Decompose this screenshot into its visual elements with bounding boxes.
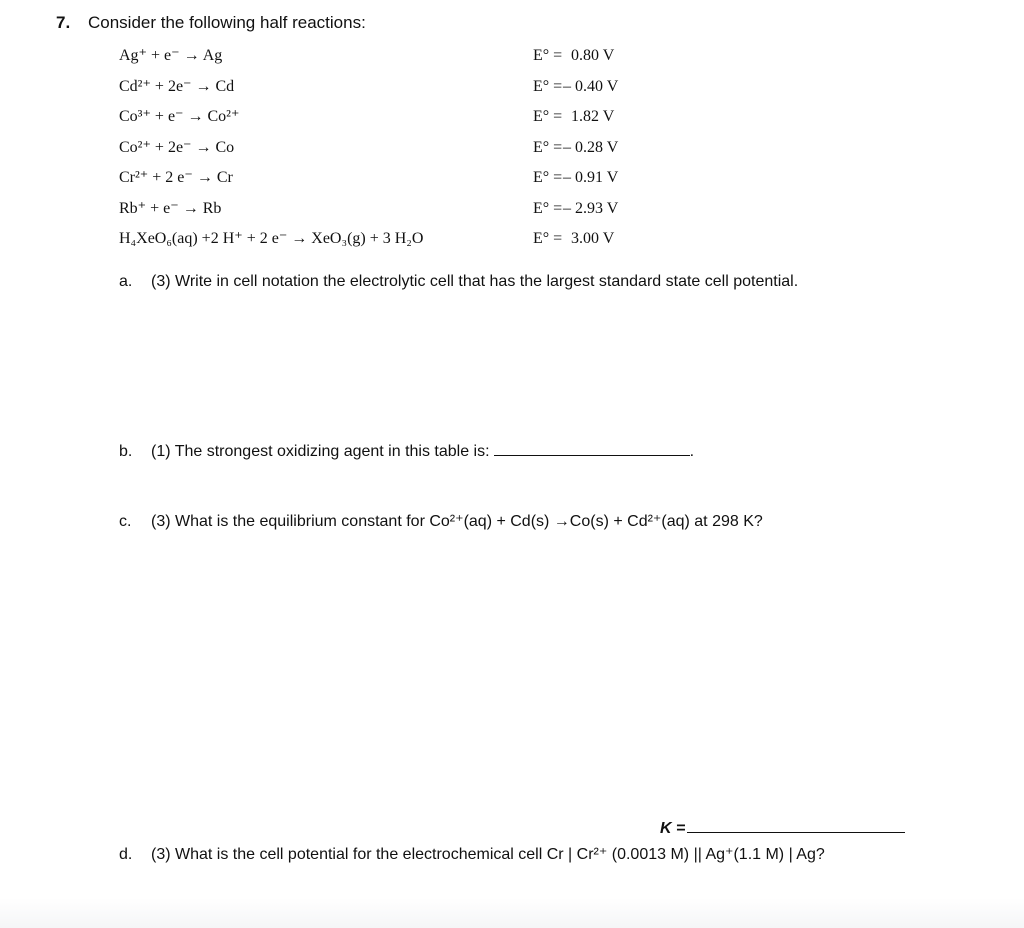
part-a xyxy=(119,273,798,291)
part-c xyxy=(119,511,763,531)
reaction-row xyxy=(119,133,639,164)
part-b-text: (1) The strongest oxidizing agent in this table is: xyxy=(151,443,490,460)
part-b-suffix: . xyxy=(689,443,695,460)
reaction-equation: H₄XeO₆(aq) +2 H⁺ + 2 e⁻ → XeO₃(g) + 3 H₂O xyxy=(119,230,424,247)
potential-value: 3.00 V xyxy=(563,230,615,247)
potential-label: E° = xyxy=(533,77,563,95)
potential-value: 0.80 V xyxy=(563,47,615,64)
reaction-equation: Cd²⁺ + 2e⁻ → Cd xyxy=(119,77,235,95)
k-label: K = xyxy=(660,820,686,837)
reaction-equation: Cr²⁺ + 2 e⁻ → Cr xyxy=(119,169,233,186)
potential-value: – 0.91 V xyxy=(563,169,619,186)
k-answer xyxy=(660,818,905,838)
answer-blank-b[interactable] xyxy=(494,441,690,456)
part-b-letter: b. xyxy=(119,443,133,460)
part-c-text: (3) What is the equilibrium constant for Co²⁺(aq) + Cd(s) →Co(s) + Cd²⁺(aq) at 298 K? xyxy=(151,513,763,530)
part-a-text: (3) Write in cell notation the electrolytic cell that has the largest standard state cell potential. xyxy=(151,273,799,290)
part-a-letter: a. xyxy=(119,273,133,290)
part-d-letter: d. xyxy=(119,846,133,863)
potential-label: E° = xyxy=(533,47,563,64)
part-b xyxy=(119,441,694,461)
reaction-equation: Rb⁺ + e⁻ → Rb xyxy=(119,199,222,217)
reaction-row xyxy=(119,194,639,225)
part-d-text: (3) What is the cell potential for the electrochemical cell Cr | Cr²⁺ (0.0013 M) || Ag⁺(1.1 M) | Ag? xyxy=(151,846,825,863)
reaction-equation: Co³⁺ + e⁻ → Co²⁺ xyxy=(119,108,240,125)
question-title: Consider the following half reactions: xyxy=(88,13,366,32)
page-bottom-shade xyxy=(0,898,1024,928)
reaction-equation: Ag⁺ + e⁻ → Ag xyxy=(119,47,223,64)
half-reactions-table xyxy=(119,41,639,255)
potential-value: – 0.28 V xyxy=(563,138,619,156)
potential-label: E° = xyxy=(533,169,563,186)
part-d xyxy=(119,844,825,864)
potential-label: E° = xyxy=(533,108,563,125)
potential-label: E° = xyxy=(533,138,563,156)
reaction-row xyxy=(119,224,639,255)
answer-blank-k[interactable] xyxy=(687,818,905,833)
potential-label: E° = xyxy=(533,199,563,217)
potential-value: – 2.93 V xyxy=(563,199,619,217)
reaction-row xyxy=(119,41,639,72)
potential-label: E° = xyxy=(533,230,563,247)
potential-value: – 0.40 V xyxy=(563,77,619,95)
reaction-equation: Co²⁺ + 2e⁻ → Co xyxy=(119,138,235,156)
potential-value: 1.82 V xyxy=(563,108,615,125)
reaction-row xyxy=(119,102,639,133)
part-c-letter: c. xyxy=(119,513,132,530)
question-number: 7. xyxy=(56,13,71,32)
reaction-row xyxy=(119,72,639,103)
reaction-row xyxy=(119,163,639,194)
